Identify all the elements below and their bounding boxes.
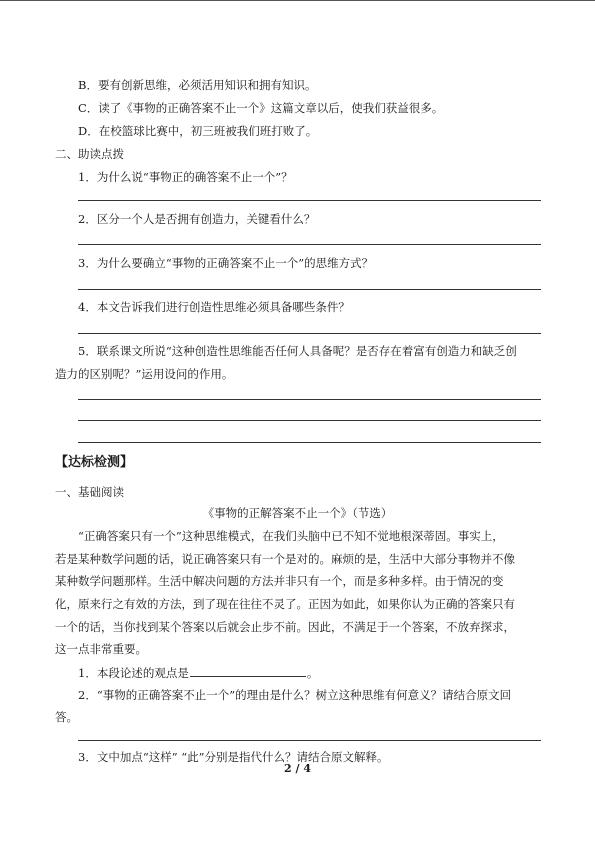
question-1: 1．为什么说“事物正的确答案不止一个”？ xyxy=(78,170,293,184)
question-3: 3．为什么要确立“事物的正确答案不止一个”的思维方式？ xyxy=(78,256,374,270)
passage-line-6: 这一点非常重要。 xyxy=(55,642,147,656)
question-5-line-2: 造力的区别呢？”运用设问的作用。 xyxy=(55,367,234,381)
answer-line-4[interactable] xyxy=(78,333,541,334)
top-border xyxy=(0,0,595,1)
reading-question-3: 3．文中加点“这样” “此”分别是指代什么？请结合原文解释。 xyxy=(78,750,389,764)
reading-question-2-line-1: 2．“事物的正确答案不止一个”的理由是什么？树立这种思维有何意义？请结合原文回 xyxy=(78,688,512,702)
answer-line-5b[interactable] xyxy=(78,420,541,421)
answer-line-1[interactable] xyxy=(78,200,541,201)
answer-line-3[interactable] xyxy=(78,289,541,290)
answer-line-2[interactable] xyxy=(78,244,541,245)
subsection-basic-reading: 一、基础阅读 xyxy=(55,485,124,499)
question-4: 4．本文告诉我们进行创造性思维必须具备哪些条件？ xyxy=(78,300,350,314)
passage-title: 《事物的正解答案不止一个》（节选） xyxy=(202,506,393,520)
option-b: B．要有创新思维，必须活用知识和拥有知识。 xyxy=(78,78,317,92)
answer-line-5a[interactable] xyxy=(78,399,541,400)
reading-question-1-prefix: 1．本段论述的观点是 xyxy=(78,666,189,680)
reading-question-2-line-2: 答。 xyxy=(55,710,78,724)
reading-question-1-suffix: 。 xyxy=(306,666,319,680)
reading-question-1 xyxy=(78,664,318,681)
passage-line-2: 若是某种数学问题的话，说正确答案只有一个是对的。麻烦的是，生活中大部分事物并不像 xyxy=(55,552,515,566)
passage-line-1: “正确答案只有一个”这种思维模式，在我们头脑中已不知不觉地根深蒂固。事实上， xyxy=(78,529,504,543)
option-d: D．在校篮球比赛中，初三班被我们班打败了。 xyxy=(78,124,318,138)
answer-line-reading-2[interactable] xyxy=(78,740,541,741)
option-c: C．读了《事物的正确答案不止一个》这篇文章以后，使我们获益很多。 xyxy=(78,101,444,115)
page-number: 2 / 4 xyxy=(284,762,311,775)
section-title-help: 二、助读点拨 xyxy=(55,147,124,161)
passage-line-3: 某种数学问题那样。生活中解决问题的方法并非只有一个，而是多种多样。由于情况的变 xyxy=(55,574,504,588)
section-heading-dabiao: 【达标检测】 xyxy=(55,455,134,470)
answer-line-5c[interactable] xyxy=(78,442,541,443)
passage-line-4: 化，原来行之有效的方法，到了现在往往不灵了。正因为如此，如果你认为正确的答案只有 xyxy=(55,597,515,611)
fill-in-blank[interactable] xyxy=(190,664,306,677)
question-2: 2．区分一个人是否拥有创造力，关键看什么？ xyxy=(78,212,316,226)
question-5-line-1: 5．联系课文所说“这种创造性思维能否任何人具备呢？是否存在着富有创造力和缺乏创 xyxy=(78,344,517,358)
passage-line-5: 一个的话，当你找到某个答案以后就会止步不前。因此，不满足于一个答案，不放弃探求， xyxy=(55,620,515,634)
